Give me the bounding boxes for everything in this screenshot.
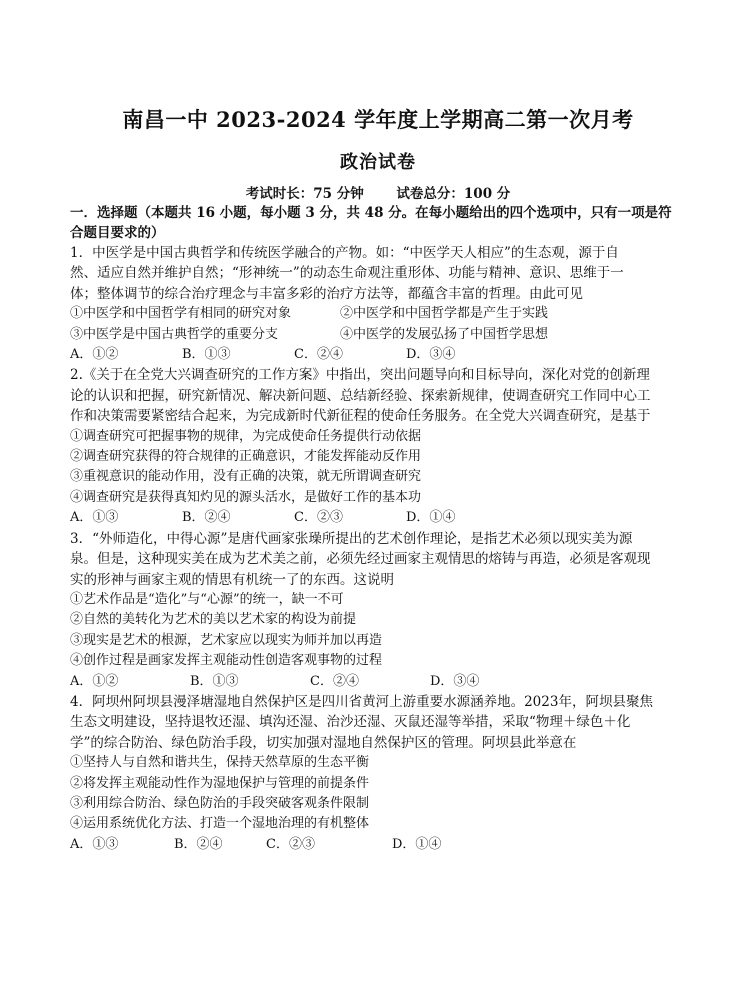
question-stem-line: 4．阿坝州阿坝县漫泽塘湿地自然保护区是四川省黄河上游重要水源涵养地。2023年，阿坝县聚焦 — [70, 693, 653, 710]
exam-meta — [0, 182, 756, 202]
option-4: ④中医学的发展弘扬了中国哲学思想 — [340, 326, 549, 342]
choice-a: A．①③ — [70, 836, 119, 852]
section-heading-line: 合题目要求的） — [70, 225, 165, 241]
option-4: ④调查研究是获得真知灼见的源头活水，是做好工作的基本功 — [70, 489, 422, 505]
option-4: ④创作过程是画家发挥主观能动性创造客观事物的过程 — [70, 653, 383, 669]
exam-subtitle: 政治试卷 — [340, 152, 416, 173]
option-3: ③现实是艺术的根源，艺术家应以现实为师并加以再造 — [70, 632, 383, 648]
choice-c: C．②④ — [310, 673, 359, 689]
option-2: ②将发挥主观能动性作为湿地保护与管理的前提条件 — [70, 775, 370, 791]
choice-d: D．①④ — [406, 510, 456, 526]
option-3: ③中医学是中国古典哲学的重要分支 — [70, 326, 279, 342]
question-stem-line: 体；整体调节的综合治疗理念与丰富多彩的治疗方法等，都蕴含丰富的哲理。由此可见 — [70, 285, 583, 302]
question-stem-line: 2.《关于在全党大兴调查研究的工作方案》中指出，突出问题导向和目标导向，深化对党的创新理 — [70, 367, 650, 384]
option-row — [70, 325, 688, 345]
exam-title: 南昌一中 2023-2024 学年度上学期高二第一次月考 — [122, 107, 634, 132]
question-stem-line: 1．中医学是中国古典哲学和传统医学融合的产物。如：“中医学天人相应”的生态观，源于自 — [70, 245, 619, 261]
section-heading-line: 一．选择题（本题共 16 小题，每小题 3 分，共 48 分。在每小题给出的四个选项中，只有一项是符 — [70, 205, 672, 221]
question-2 — [70, 365, 688, 528]
choice-row — [70, 508, 688, 528]
option-row — [70, 304, 688, 324]
question-stem-line: 然、适应自然并维护自然；“形神统一”的动态生命观注重形体、功能与精神、意识、思维于一 — [70, 265, 624, 282]
question-3 — [70, 529, 688, 692]
choice-a: A．①② — [70, 347, 119, 363]
choice-b: B．①③ — [182, 347, 231, 363]
choice-c: C．②③ — [294, 510, 343, 526]
choice-b: B．①③ — [190, 673, 239, 689]
question-4 — [70, 692, 688, 855]
choice-b: B．②④ — [182, 510, 231, 526]
question-stem-line: 实的形神与画家主观的情思有机统一了的东西。这说明 — [70, 571, 394, 588]
question-stem-line: 论的认识和把握，研究新情况、解决新问题、总结新经验、探索新规律，使调查研究工作同中心工 — [70, 387, 651, 404]
option-1: ①艺术作品是“造化”与“心源”的统一，缺一不可 — [70, 591, 344, 607]
question-stem-line: 3．“外师造化，中得心源”是唐代画家张璪所提出的艺术创作理论，是指艺术必须以现实美为源 — [70, 530, 633, 547]
choice-a: A．①③ — [70, 510, 119, 526]
option-4: ④运用系统优化方法、打造一个湿地治理的有机整体 — [70, 816, 370, 832]
choice-b: B．②④ — [174, 836, 223, 852]
exam-duration: 考试时长：75 分钟 — [245, 186, 364, 202]
choice-row — [70, 672, 688, 692]
question-stem-line: 学”的综合防治、绿色防治手段，切实加强对湿地自然保护区的管理。阿坝县此举意在 — [70, 734, 577, 751]
option-2: ②中医学和中国哲学都是产生于实践 — [340, 306, 549, 322]
exam-content — [70, 203, 688, 855]
option-1: ①中医学和中国哲学有相同的研究对象 — [70, 306, 292, 322]
option-1: ①调查研究可把握事物的规律，为完成使命任务提供行动依据 — [70, 428, 422, 444]
option-1: ①坚持人与自然和谐共生，保持天然草原的生态平衡 — [70, 755, 370, 771]
choice-row — [70, 345, 688, 365]
question-1 — [70, 243, 688, 365]
choice-d: D．③④ — [430, 673, 480, 689]
choice-c: C．②③ — [266, 836, 315, 852]
exam-total-score: 试卷总分：100 分 — [396, 186, 511, 202]
choice-c: C．②④ — [294, 347, 343, 363]
question-stem-line: 生态文明建设，坚持退牧还湿、填沟还湿、治沙还湿、灭鼠还湿等举措，采取“物理＋绿色＋化 — [70, 714, 631, 731]
option-3: ③利用综合防治、绿色防治的手段突破客观条件限制 — [70, 795, 370, 811]
choice-d: D．③④ — [406, 347, 456, 363]
choice-d: D．①④ — [392, 836, 442, 852]
question-stem-line: 泉。但是，这种现实美在成为艺术美之前，必须先经过画家主观情思的熔铸与再造，必须是客观现 — [70, 551, 651, 568]
question-stem-line: 作和决策需要紧密结合起来，为完成新时代新征程的使命任务服务。在全党大兴调查研究，是基于 — [70, 408, 651, 425]
option-2: ②调查研究获得的符合规律的正确意识，才能发挥能动反作用 — [70, 449, 422, 465]
choice-row — [70, 835, 688, 855]
choice-a: A．①② — [70, 673, 119, 689]
option-2: ②自然的美转化为艺术的美以艺术家的构设为前提 — [70, 612, 357, 628]
option-3: ③重视意识的能动作用，没有正确的决策，就无所谓调查研究 — [70, 469, 422, 485]
section-heading — [70, 203, 688, 243]
